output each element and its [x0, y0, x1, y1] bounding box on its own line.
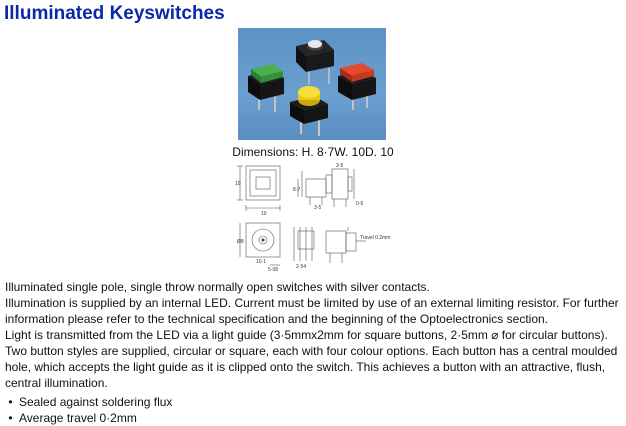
keyswitch-illustration — [238, 28, 386, 140]
description-paragraph: Light is transmitted from the LED via a light guide (3·5mmx2mm for square buttons, 2·5mm ⌀ for circular buttons). — [5, 328, 608, 342]
feature-text: Sealed against soldering flux — [19, 395, 173, 409]
hole-label: 3·5 — [336, 163, 344, 169]
bullet-icon: • — [5, 411, 13, 425]
red-switch — [338, 63, 376, 110]
round-dia-label: Ø8 — [237, 239, 244, 245]
round-side-view — [326, 227, 366, 263]
green-switch — [248, 64, 284, 112]
dimensions-caption: Dimensions: H. 8·7W. 10D. 10 — [232, 145, 394, 159]
technical-drawing — [236, 161, 420, 275]
description — [5, 279, 625, 426]
round-pin-view — [294, 227, 314, 261]
pin-side-view — [326, 169, 354, 207]
feature-list — [5, 394, 625, 426]
base-label: 10·1 — [256, 259, 267, 265]
depth-label: 10 — [235, 181, 241, 187]
description-paragraph: Illuminated single pole, single throw normally open switches with silver contacts. — [5, 280, 430, 294]
page-title: Illuminated Keyswitches — [4, 3, 225, 24]
yellow-switch — [290, 86, 328, 136]
description-paragraph: Illumination is supplied by an internal LED. Current must be limited by use of an external limiting resistor. For further information please refer to the technical specification and the beginning of the Optoelectronics section. — [5, 296, 619, 326]
description-paragraph: Two button styles are supplied, circular or square, each with four colour options. Each button has a central moulded hole, which accepts the light guide as it is clipped onto the switch. This achieves a button with an attractive, flush, central illumination. — [5, 344, 618, 390]
travel-label: Travel 0.2mm — [360, 235, 391, 241]
pin-label: 0·6 — [356, 201, 364, 207]
feature-text: Average travel 0·2mm — [19, 411, 137, 425]
pitch-a-label: 5·08 — [268, 267, 279, 273]
black-switch — [296, 40, 334, 84]
keyswitch-product-photo — [238, 28, 386, 140]
width-label: 10 — [261, 211, 267, 217]
bullet-icon: • — [5, 395, 13, 409]
square-side-view — [298, 171, 326, 205]
feature-item — [5, 410, 625, 426]
pitch-b-label: 2·54 — [296, 264, 307, 270]
height-label: 8·7 — [293, 187, 301, 193]
lead-label: 3·5 — [314, 205, 322, 211]
square-top-view — [237, 166, 280, 211]
feature-item — [5, 394, 625, 410]
